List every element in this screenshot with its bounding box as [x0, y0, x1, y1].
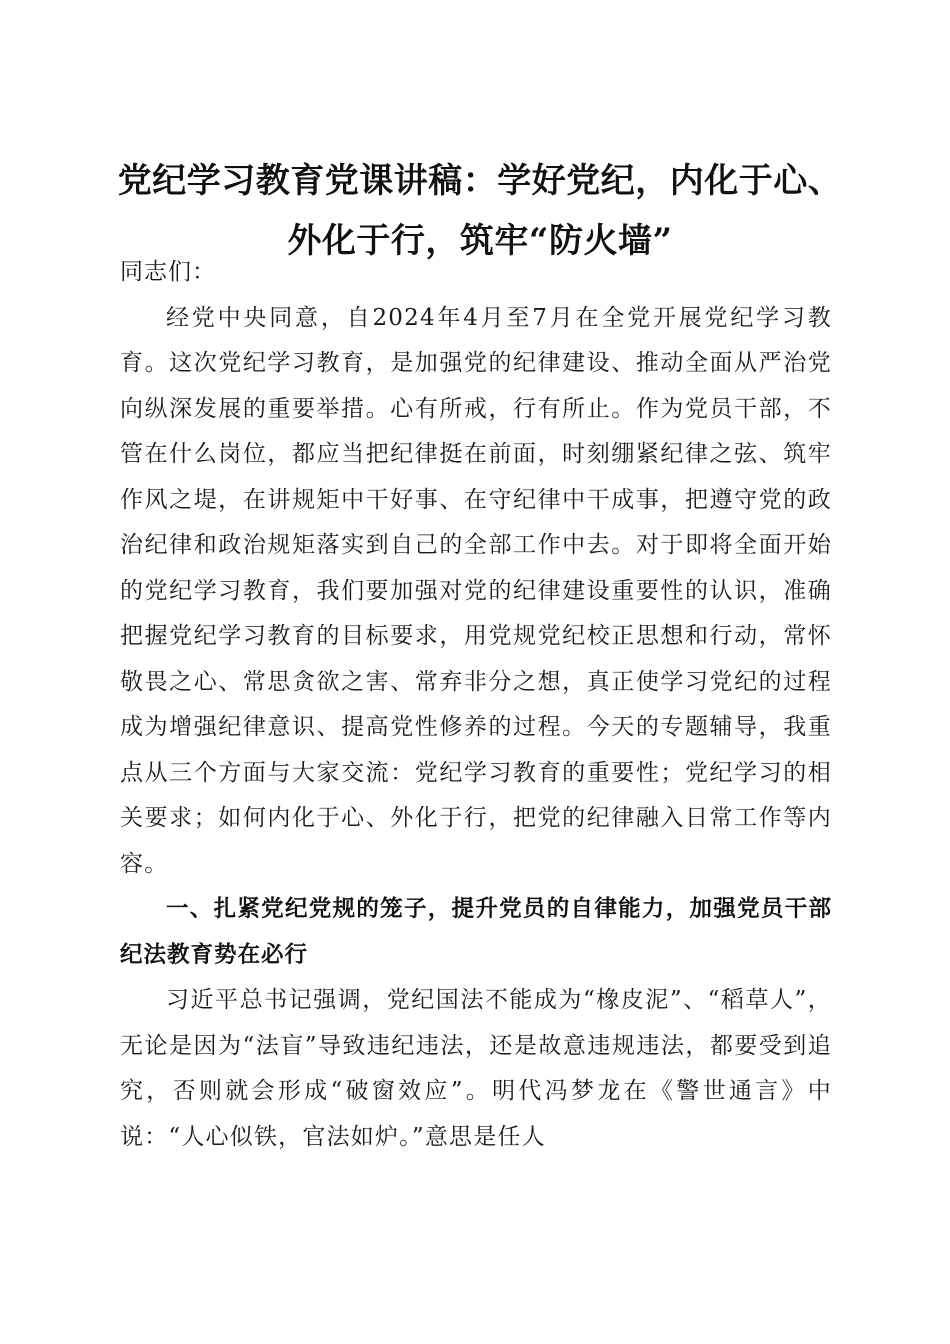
paragraph-section-1: 习近平总书记强调，党纪国法不能成为“橡皮泥”、“稻草人”，无论是因为“法盲”导致违纪违法，还是故意违规违法，都要受到追究，否则就会形成“破窗效应”。明代冯梦龙在《警世通言》中说：“人心似铁，官法如炉。”意思是任人 [120, 987, 832, 1150]
title-line-2: 外化于行，筑牢“防火墙” [287, 220, 673, 261]
section-heading-1: 一、扎紧党纪党规的笼子，提升党员的自律能力，加强党员干部纪法教育势在必行 [120, 896, 832, 968]
title-line-1: 党纪学习教育党课讲稿：学好党纪，内化于心、 [117, 160, 843, 201]
paragraph-intro: 经党中央同意，自2024年4月至7月在全党开展党纪学习教育。这次党纪学习教育，是加强党的纪律建设、推动全面从严治党向纵深发展的重要举措。心有所戒，行有所止。作为党员干部，不管在什么岗位，都应当把纪律挺在前面，时刻绷紧纪律之弦、筑牢作风之堤，在讲规矩中干好事、在守纪律中干成事，把遵守党的政治纪律和政治规矩落实到自己的全部工作中去。对于即将全面开始的党纪学习教育，我们要加强对党的纪律建设重要性的认识，准确把握党纪学习教育的目标要求，用党规党纪校正思想和行动，常怀敬畏之心、常思贪欲之害、常弃非分之想，真正使学习党纪的过程成为增强纪律意识、提高党性修养的过程。今天的专题辅导，我重点从三个方面与大家交流：党纪学习教育的重要性；党纪学习的相关要求；如何内化于心、外化于行，把党的纪律融入日常工作等内容。 [120, 304, 832, 877]
document-body [120, 250, 832, 1160]
salutation: 同志们： [120, 259, 216, 285]
